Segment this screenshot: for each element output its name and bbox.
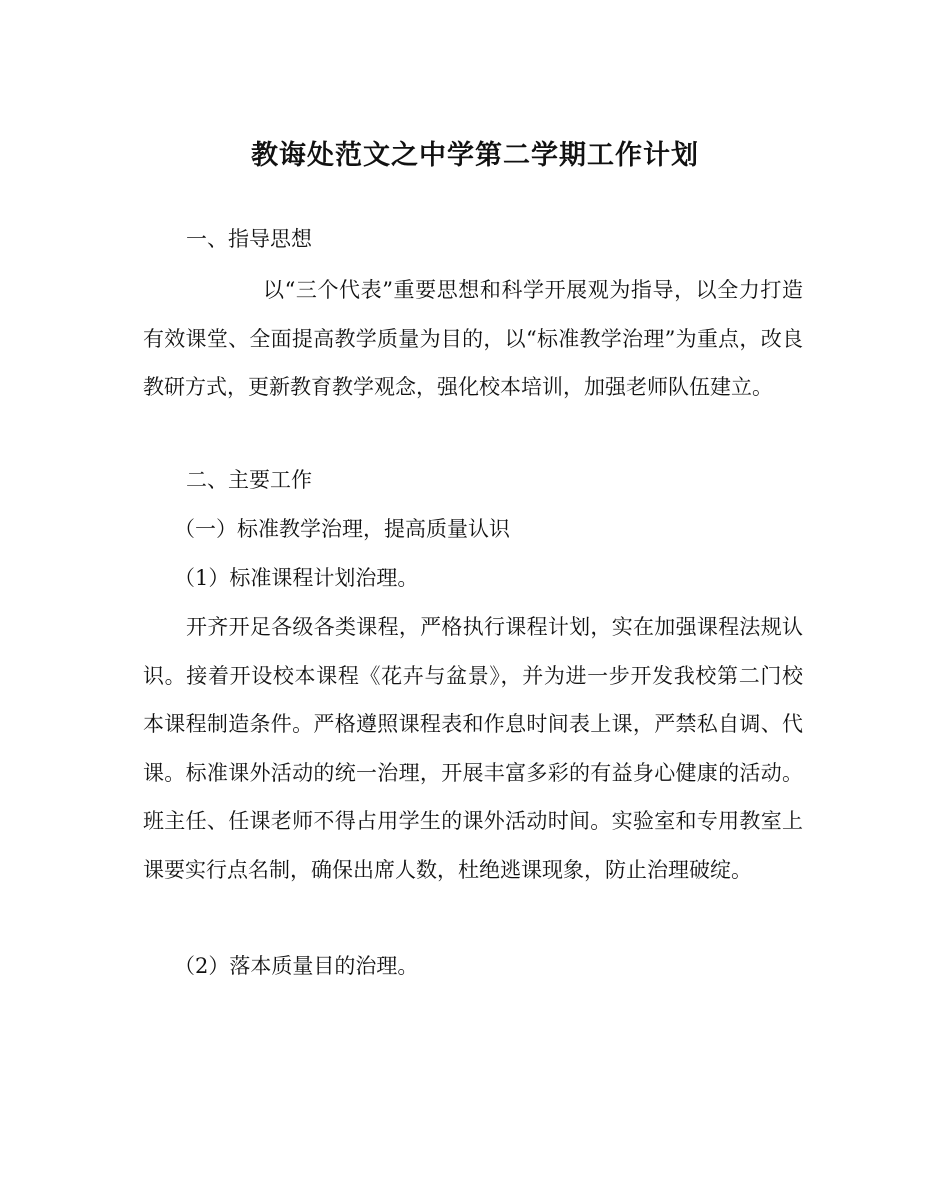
section-heading-main-work: 二、主要工作 [186, 468, 312, 492]
item-heading-quality-target: （2）落本质量目的治理。 [174, 954, 419, 978]
paragraph-course-plan: 开齐开足各级各类课程，严格执行课程计划，实在加强课程法规认识。接着开设校本课程《花卉与盆景》，并为进一步开发我校第二门校本课程制造条件。严格遵照课程表和作息时间表上课，严禁私自调、代课。标准课外活动的统一治理，开展丰富多彩的有益身心健康的活动。班主任、任课老师不得占用学生的课外活动时间。实验室和专用教室上课要实行点名制，确保出席人数，杜绝逃课现象，防止治理破绽。 [143, 615, 803, 882]
document-title: 教诲处范文之中学第二学期工作计划 [251, 140, 699, 171]
paragraph-guiding-thought: 以“三个代表”重要思想和科学开展观为指导，以全力打造有效课堂、全面提高教学质量为目的，以“标准教学治理”为重点，改良教研方式，更新教育教学观念，强化校本培训，加强老师队伍建立。 [143, 278, 803, 399]
item-heading-course-plan: （1）标准课程计划治理。 [174, 566, 419, 590]
section-heading-guiding-thought: 一、指导思想 [186, 227, 312, 251]
subsection-heading-teaching-management: （一）标准教学治理，提高质量认识 [174, 517, 510, 541]
